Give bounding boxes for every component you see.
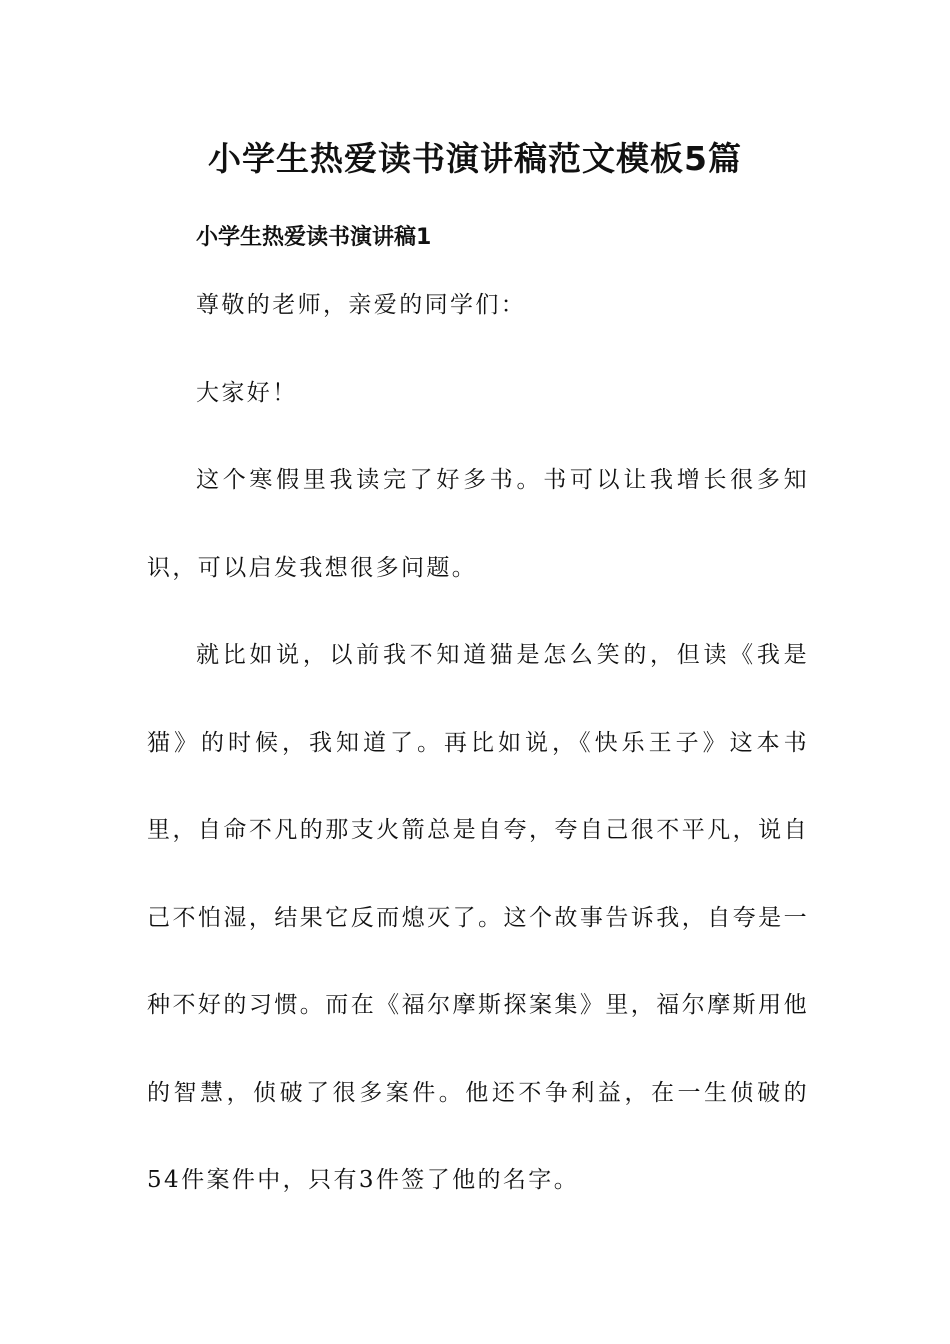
section-title: 小学生热爱读书演讲稿1 (196, 225, 432, 250)
salutation: 尊敬的老师，亲爱的同学们： (196, 292, 527, 318)
paragraph-1: 这个寒假里我读完了好多书。书可以让我增长很多知识，可以启发我想很多问题。 (147, 467, 809, 581)
document-title: 小学生热爱读书演讲稿范文模板5篇 (208, 139, 742, 178)
greeting: 大家好！ (196, 380, 298, 406)
paragraph-2: 就比如说，以前我不知道猫是怎么笑的，但读《我是猫》的时候，我知道了。再比如说，《快乐王子》这本书里，自命不凡的那支火箭总是自夸，夸自己很不平凡，说自己不怕湿，结果它反而熄灭了。这个故事告诉我，自夸是一种不好的习惯。而在《福尔摩斯探案集》里，福尔摩斯用他的智慧，侦破了很多案件。他还不争利益，在一生侦破的54件案件中，只有3件签了他的名字。 (147, 642, 809, 1193)
